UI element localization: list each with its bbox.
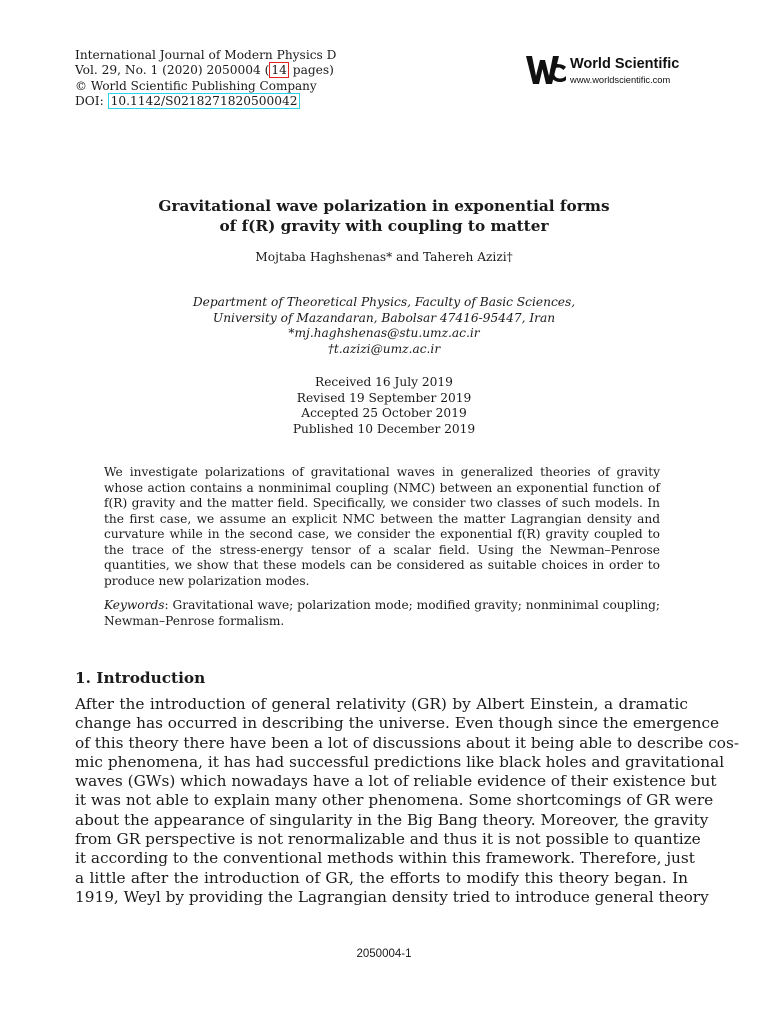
date-published: Published 10 December 2019 [292, 421, 476, 436]
keywords [104, 598, 660, 629]
abstract: We investigate polarizations of gravitational waves in generalized theories of gravity whose action contains a nonminimal coupling (NMC) between an exponential function of f(R) gravity and the matter field. Specifically, we consider two classes of such models. In the first case, we assume an explicit NMC between the matter Lagrangian density and curvature while in the second case, we consider the exponential f(R) gravity coupled to the trace of the stress-energy tensor of a scalar field. Using the Newman–Penrose quantities, we show that these models can be considered as suitable choices in order to produce new polarization modes. [104, 465, 660, 588]
paper-title [0, 196, 768, 236]
journal-name: International Journal of Modern Physics D [75, 48, 337, 62]
keywords-label: Keywords [104, 598, 165, 612]
title-line-2: of f(R) gravity with coupling to matter [219, 217, 549, 235]
publication-dates [0, 375, 768, 437]
authors: Mojtaba Haghshenas* and Tahereh Azizi† [255, 250, 513, 264]
page-number: 2050004-1 [356, 948, 412, 960]
text-line: mic phenomena, it has had successful predictions like black holes and gravitational [75, 752, 725, 771]
email-2[interactable]: †t.azizi@umz.ac.ir [327, 341, 441, 356]
title-line-1: Gravitational wave polarization in exponential forms [158, 197, 610, 215]
text-line: waves (GWs) which nowadays have a lot of reliable evidence of their existence but [75, 772, 717, 791]
doi-link[interactable]: 10.1142/S0218271820500042 [108, 93, 301, 109]
section-heading: 1. Introduction [75, 669, 206, 687]
text-line: from GR perspective is not renormalizable and thus it is not possible to quantize [75, 830, 701, 849]
affiliation [0, 295, 768, 357]
text-line: change has occurred in describing the universe. Even though since the emergence [75, 714, 720, 733]
text-line: it was not able to explain many other phenomena. Some shortcomings of GR were [75, 791, 714, 810]
logo-url: www.worldscientific.com [570, 75, 671, 85]
affiliation-line-1: Department of Theoretical Physics, Faculty of Basic Sciences, [192, 295, 576, 309]
text-line: it according to the conventional methods within this framework. Therefore, just [75, 849, 695, 868]
volume-info: Vol. 29, No. 1 (2020) 2050004 ( 14 pages) [75, 63, 334, 78]
world-scientific-logo-icon [524, 50, 568, 90]
text-line: After the introduction of general relativity (GR) by Albert Einstein, a dramatic [75, 695, 688, 713]
email-1[interactable]: *mj.haghshenas@stu.umz.ac.ir [288, 326, 480, 340]
text-line: a little after the introduction of GR, the efforts to modify this theory began. In [75, 868, 688, 887]
introduction-body [75, 695, 740, 907]
date-received: Received 16 July 2019 [315, 375, 453, 389]
text-line: of this theory there have been a lot of discussions about it being able to describe cos- [75, 733, 740, 752]
text-line: about the appearance of singularity in the Big Bang theory. Moreover, the gravity [75, 810, 709, 829]
copyright: © World Scientific Publishing Company [75, 78, 317, 93]
date-accepted: Accepted 25 October 2019 [301, 406, 467, 420]
keywords-text: : Gravitational wave; polarization mode; modified gravity; nonminimal coupling; Newman–Penrose formalism. [104, 598, 660, 628]
affiliation-line-2: University of Mazandaran, Babolsar 47416-95447, Iran [212, 310, 556, 325]
publisher-logo[interactable] [524, 50, 704, 90]
date-revised: Revised 19 September 2019 [296, 390, 472, 405]
logo-name: World Scientific [570, 56, 680, 72]
journal-header [75, 48, 336, 110]
page-count-link[interactable]: 14 [271, 63, 287, 78]
doi-line: DOI: 10.1142/S0218271820500042 [75, 94, 336, 109]
text-line: 1919, Weyl by providing the Lagrangian density tried to introduce general theory [75, 887, 709, 906]
